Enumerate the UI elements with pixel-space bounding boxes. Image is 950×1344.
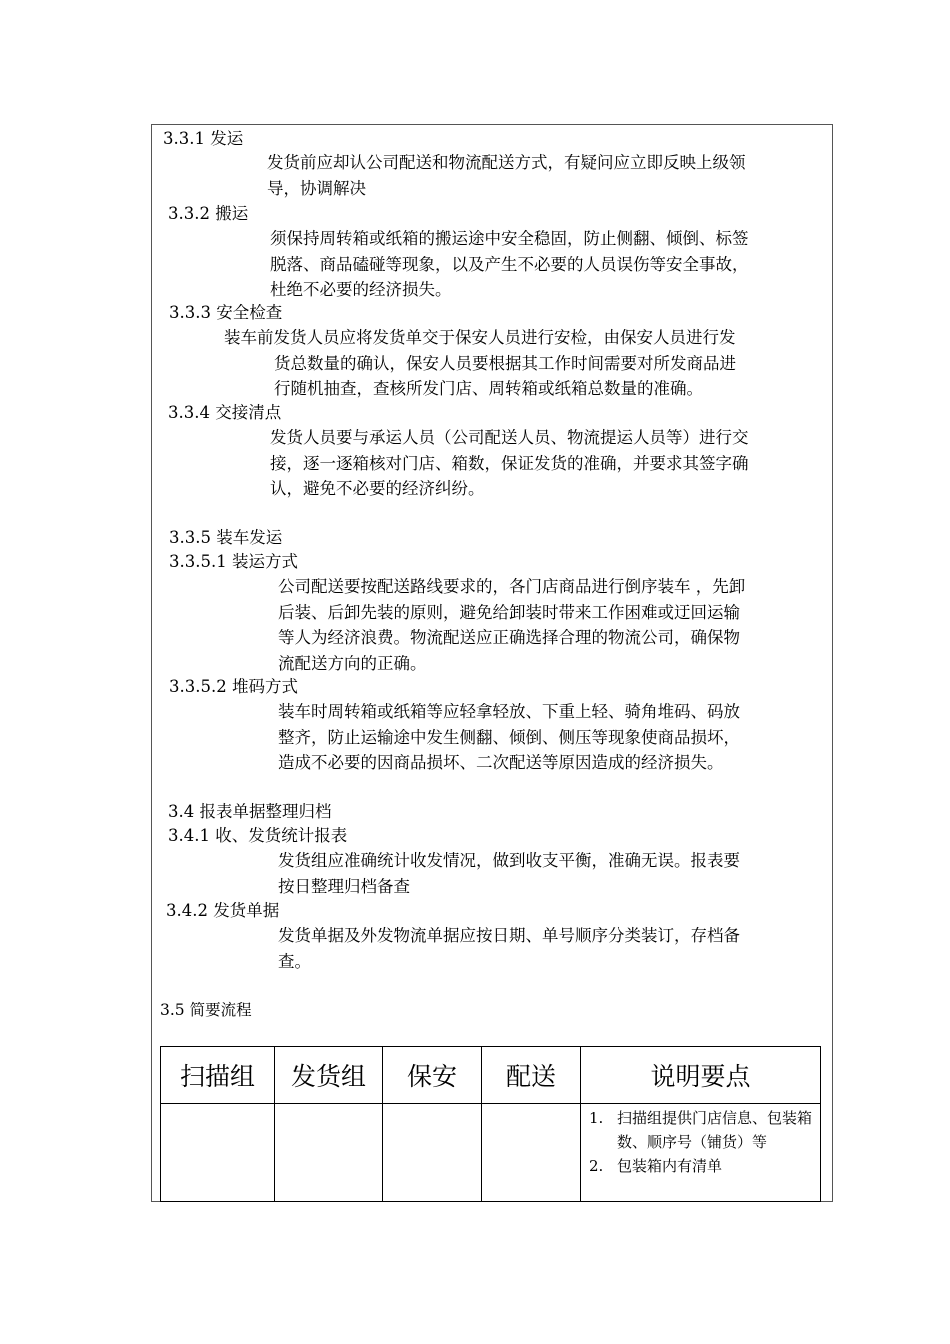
heading-3-3-1: 3.3.1 发运	[163, 129, 244, 148]
heading-3-3-5: 3.3.5 装车发运	[169, 528, 283, 547]
paragraph-3-4-1: 发货组应准确统计收发情况，做到收支平衡，准确无误。报表要 按日整理归档备查	[278, 851, 740, 896]
key-points-list	[581, 1106, 820, 1178]
list-item-text: 扫描组提供门店信息、包装箱数、顺序号（铺货）等	[617, 1109, 813, 1151]
heading-3-5: 3.5 简要流程	[160, 1001, 252, 1019]
flow-table	[160, 1046, 821, 1202]
heading-3-3-5-1: 3.3.5.1 装运方式	[169, 552, 298, 571]
header-shipping-group: 发货组	[275, 1047, 383, 1104]
paragraph-3-3-5-1: 公司配送要按配送路线要求的，各门店商品进行倒序装车 ，先卸 后装、后卸先装的原则，避免给卸装时带来工作困难或迂回运输 等人为经济浪费。物流配送应正确选择合理的物流公司，确保物 流配送方向的正确。	[278, 577, 746, 673]
list-item	[581, 1154, 814, 1178]
cell-shipping-group	[275, 1104, 383, 1202]
heading-3-3-2: 3.3.2 搬运	[168, 204, 249, 223]
list-item	[581, 1106, 814, 1154]
heading-3-3-3: 3.3.3 安全检查	[169, 303, 283, 322]
header-key-points: 说明要点	[581, 1047, 821, 1104]
paragraph-3-3-1: 发货前应却认公司配送和物流配送方式，有疑问应立即反映上级领 导，协调解决	[267, 153, 746, 198]
header-security: 保安	[383, 1047, 482, 1104]
heading-3-3-5-2: 3.3.5.2 堆码方式	[169, 677, 298, 696]
paragraph-3-3-2: 须保持周转箱或纸箱的搬运途中安全稳固，防止侧翻、倾倒、标签 脱落、商品磕碰等现象，以及产生不必要的人员误伤等安全事故， 杜绝不必要的经济损失。	[270, 229, 749, 299]
list-item-text: 包装箱内有清单	[617, 1157, 723, 1175]
table-row	[161, 1104, 821, 1202]
paragraph-3-4-2: 发货单据及外发物流单据应按日期、单号顺序分类装订，存档备 查。	[278, 926, 740, 971]
list-item-number: 2.	[589, 1157, 604, 1175]
header-scan-group: 扫描组	[161, 1047, 275, 1104]
heading-3-4-1: 3.4.1 收、发货统计报表	[168, 826, 348, 845]
cell-delivery	[482, 1104, 581, 1202]
header-delivery: 配送	[482, 1047, 581, 1104]
heading-3-4: 3.4 报表单据整理归档	[168, 802, 332, 821]
list-item-number: 1.	[589, 1109, 604, 1127]
paragraph-3-3-4: 发货人员要与承运人员（公司配送人员、物流提运人员等）进行交 接，逐一逐箱核对门店、箱数，保证发货的准确，并要求其签字确 认，避免不必要的经济纠纷。	[270, 428, 749, 498]
cell-scan-group	[161, 1104, 275, 1202]
cell-security	[383, 1104, 482, 1202]
flow-table-header-row	[161, 1047, 821, 1104]
paragraph-3-3-5-2: 装车时周转箱或纸箱等应轻拿轻放、下重上轻、骑角堆码、码放 整齐，防止运输途中发生侧翻、倾倒、侧压等现象使商品损坏， 造成不必要的因商品损坏、二次配送等原因造成的经济损失。	[278, 702, 740, 772]
heading-3-4-2: 3.4.2 发货单据	[166, 901, 280, 920]
heading-3-3-4: 3.3.4 交接清点	[168, 403, 282, 422]
cell-key-points	[581, 1104, 821, 1202]
paragraph-3-3-3: 装车前发货人员应将发货单交于保安人员进行安检，由保安人员进行发 货总数量的确认，保安人员要根据其工作时间需要对所发商品进 行随机抽查，查核所发门店、周转箱或纸箱总数量的准确。	[224, 328, 736, 398]
